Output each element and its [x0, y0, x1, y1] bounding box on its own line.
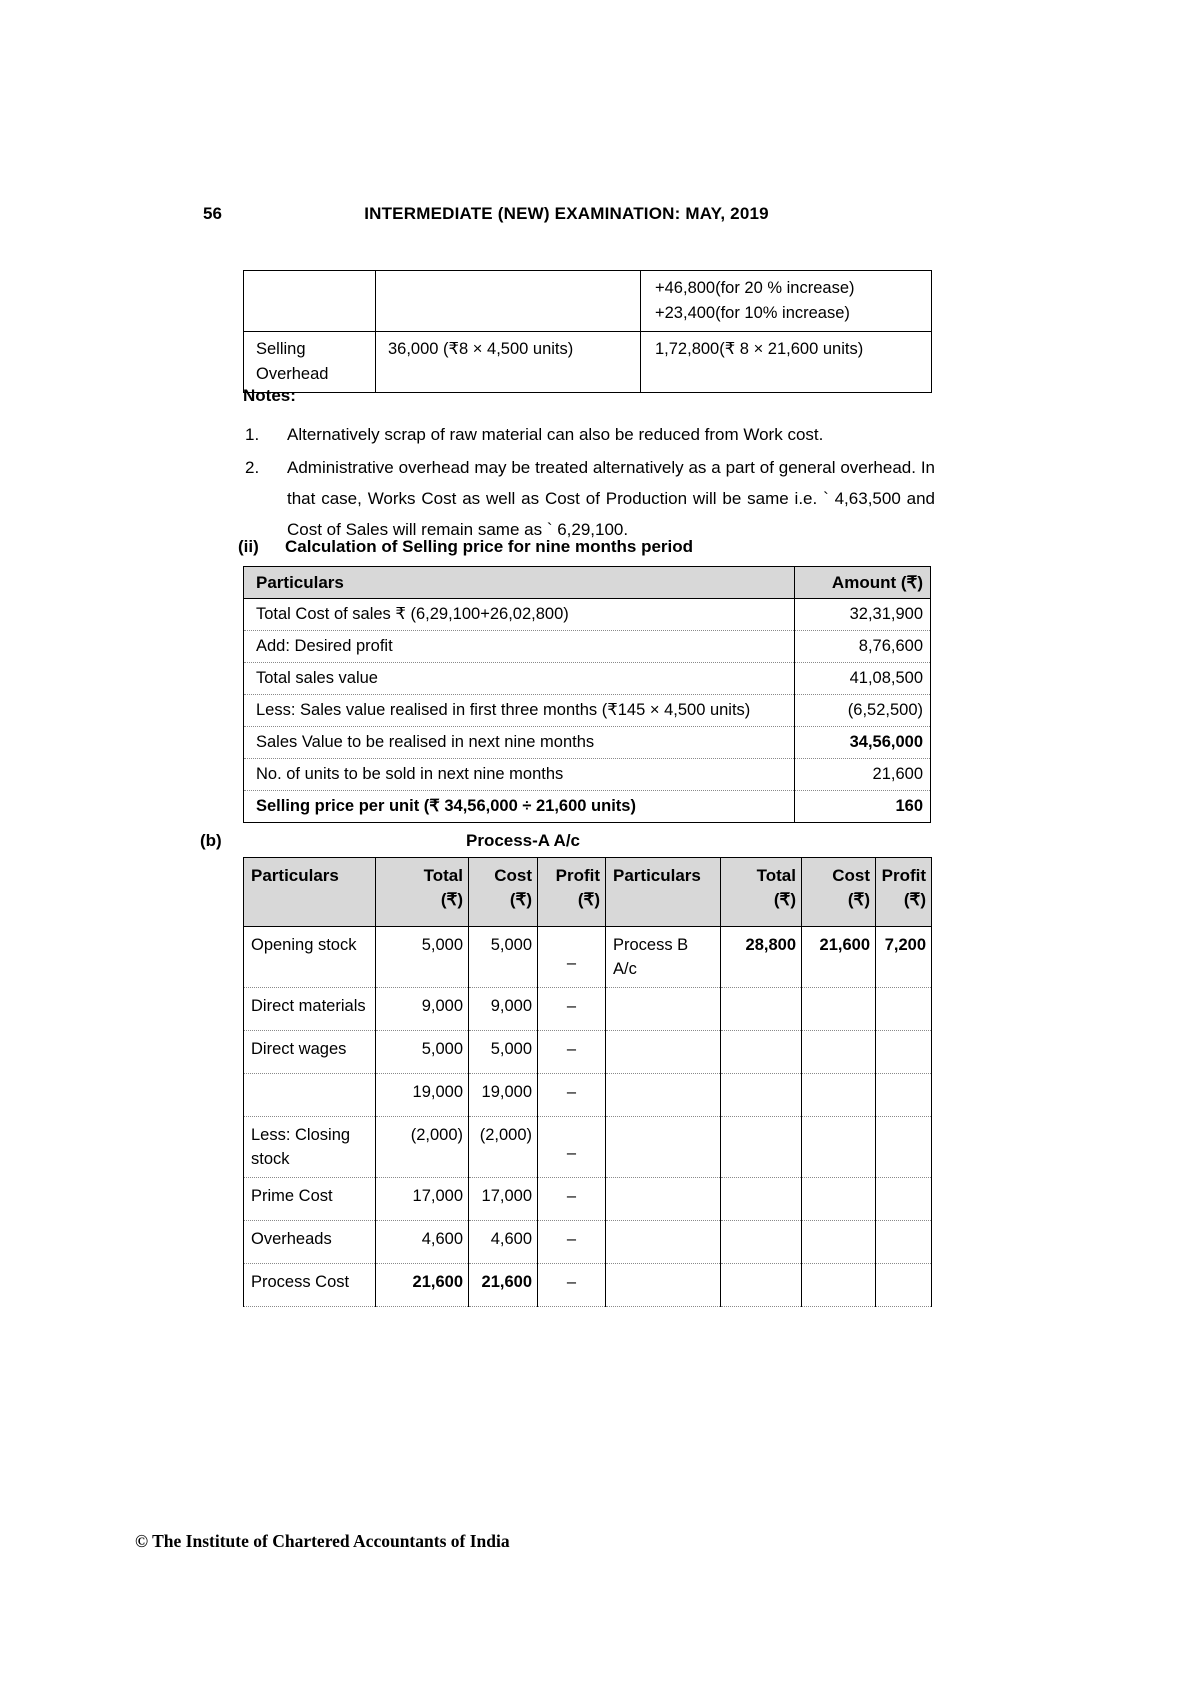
profit-cell: [876, 1264, 932, 1307]
label-cell: Selling Overhead: [244, 332, 376, 393]
note-text: Alternatively scrap of raw material can also be reduced from Work cost.: [287, 425, 824, 444]
page-number: 56: [203, 204, 222, 223]
total-cell: 21,600: [376, 1264, 469, 1307]
total-cell: 5,000: [376, 1031, 469, 1074]
cell-empty: [376, 271, 641, 332]
total-cell: [721, 1264, 802, 1307]
profit-cell: –: [538, 1117, 606, 1178]
notes-heading: Notes:: [243, 386, 296, 405]
note-item: [245, 452, 935, 545]
table-row: [244, 599, 931, 631]
total-cell: 5,000: [376, 927, 469, 988]
profit-cell: [876, 1221, 932, 1264]
total-cell: [721, 988, 802, 1031]
total-cell: 9,000: [376, 988, 469, 1031]
profit-cell: –: [538, 1074, 606, 1117]
label-cell: [606, 1178, 721, 1221]
section-heading: [238, 537, 693, 557]
table-row: [244, 1117, 932, 1178]
column-header-particulars: Particulars: [606, 858, 721, 927]
table-row: [244, 988, 932, 1031]
label-cell: Direct materials: [244, 988, 376, 1031]
process-account-title: Process-A A/c: [465, 831, 580, 850]
amount-cell: 34,56,000: [795, 727, 931, 759]
label-cell: Less: Closing stock: [244, 1117, 376, 1178]
label-cell: Selling price per unit (₹ 34,56,000 ÷ 21,600 units): [244, 791, 795, 823]
label-cell: [606, 988, 721, 1031]
cost-cell: 5,000: [469, 927, 538, 988]
header-row: [244, 567, 931, 599]
amount-cell: 41,08,500: [795, 663, 931, 695]
table-row: [244, 927, 932, 988]
amount-cell: (6,52,500): [795, 695, 931, 727]
profit-cell: –: [538, 1031, 606, 1074]
profit-cell: 7,200: [876, 927, 932, 988]
label-cell: Opening stock: [244, 927, 376, 988]
total-cell: 28,800: [721, 927, 802, 988]
note-number: 2.: [245, 458, 260, 477]
label-cell: Overheads: [244, 1221, 376, 1264]
cell-line: +46,800(for 20 % increase): [655, 279, 855, 297]
cost-cell: [802, 1221, 876, 1264]
profit-cell: –: [538, 988, 606, 1031]
cell: 1,72,800(₹ 8 × 21,600 units): [641, 332, 932, 393]
table-row: [244, 631, 931, 663]
table-row: [244, 695, 931, 727]
cost-cell: [802, 1117, 876, 1178]
label-cell: [606, 1264, 721, 1307]
table-row: [244, 1074, 932, 1117]
table-row: [244, 1264, 932, 1307]
table-row: [244, 663, 931, 695]
label-cell: Process Cost: [244, 1264, 376, 1307]
label-cell: Process B A/c: [606, 927, 721, 988]
cell-empty: [244, 271, 376, 332]
label-cell: Prime Cost: [244, 1178, 376, 1221]
cost-cell: [802, 1178, 876, 1221]
column-header-particulars: Particulars: [244, 567, 795, 599]
total-cell: [721, 1221, 802, 1264]
table-row: [244, 791, 931, 823]
amount-cell: 8,76,600: [795, 631, 931, 663]
cost-cell: (2,000): [469, 1117, 538, 1178]
note-text: Administrative overhead may be treated alternatively as a part of general overhead. In that case, Works Cost as well as Cost of Production will be same i.e. ` 4,63,500 and Cost of Sales will remain same as ` 6,29,100.: [287, 458, 935, 539]
column-header-amount: Amount (₹): [795, 567, 931, 599]
profit-cell: –: [538, 1178, 606, 1221]
table-row: [244, 759, 931, 791]
label-cell: [244, 1074, 376, 1117]
note-item: [245, 419, 935, 450]
total-cell: 19,000: [376, 1074, 469, 1117]
amount-cell: 32,31,900: [795, 599, 931, 631]
profit-cell: [876, 1178, 932, 1221]
table-row: [244, 332, 932, 393]
total-cell: [721, 1074, 802, 1117]
amount-cell: 21,600: [795, 759, 931, 791]
section-title: Calculation of Selling price for nine months period: [285, 537, 694, 556]
label-cell: No. of units to be sold in next nine months: [244, 759, 795, 791]
cost-cell: 9,000: [469, 988, 538, 1031]
label-cell: [606, 1031, 721, 1074]
cost-cell: 19,000: [469, 1074, 538, 1117]
selling-price-table: [243, 566, 931, 823]
column-header-total: Total (₹): [376, 858, 469, 927]
cost-cell: 17,000: [469, 1178, 538, 1221]
cost-cell: [802, 1074, 876, 1117]
label-cell: Total Cost of sales ₹ (6,29,100+26,02,800): [244, 599, 795, 631]
label-cell: Less: Sales value realised in first three months (₹145 × 4,500 units): [244, 695, 795, 727]
total-cell: (2,000): [376, 1117, 469, 1178]
cost-cell: [802, 988, 876, 1031]
column-header-profit: Profit (₹): [876, 858, 932, 927]
label-cell: Sales Value to be realised in next nine months: [244, 727, 795, 759]
total-cell: [721, 1117, 802, 1178]
profit-cell: [876, 1117, 932, 1178]
cell-line: +23,400(for 10% increase): [655, 304, 850, 322]
profit-cell: –: [538, 1264, 606, 1307]
profit-cell: –: [538, 927, 606, 988]
total-cell: [721, 1178, 802, 1221]
cost-cell: 21,600: [469, 1264, 538, 1307]
profit-cell: [876, 1074, 932, 1117]
amount-cell: 160: [795, 791, 931, 823]
cost-cell: 4,600: [469, 1221, 538, 1264]
total-cell: 4,600: [376, 1221, 469, 1264]
table-row: [244, 1221, 932, 1264]
total-cell: 17,000: [376, 1178, 469, 1221]
column-header-cost: Cost (₹): [469, 858, 538, 927]
overhead-table: [243, 270, 932, 393]
process-account-table: [243, 857, 932, 1307]
profit-cell: [876, 1031, 932, 1074]
column-header-profit: Profit (₹): [538, 858, 606, 927]
column-header-particulars: Particulars: [244, 858, 376, 927]
label-cell: Add: Desired profit: [244, 631, 795, 663]
label-cell: [606, 1221, 721, 1264]
subsection-label: (b): [200, 831, 222, 850]
table-row: [244, 1031, 932, 1074]
note-number: 1.: [245, 425, 260, 444]
cell: 36,000 (₹8 × 4,500 units): [376, 332, 641, 393]
column-header-total: Total (₹): [721, 858, 802, 927]
table-row: [244, 271, 932, 332]
label-cell: [606, 1074, 721, 1117]
cost-cell: [802, 1264, 876, 1307]
cost-cell: 21,600: [802, 927, 876, 988]
header-row: [244, 858, 932, 927]
table-row: [244, 727, 931, 759]
column-header-cost: Cost (₹): [802, 858, 876, 927]
cost-cell: [802, 1031, 876, 1074]
label-cell: [606, 1117, 721, 1178]
doc-title: INTERMEDIATE (NEW) EXAMINATION: MAY, 2019: [364, 204, 769, 223]
label-cell: Direct wages: [244, 1031, 376, 1074]
section-number: (ii): [238, 537, 259, 556]
profit-cell: –: [538, 1221, 606, 1264]
cost-cell: 5,000: [469, 1031, 538, 1074]
cell: [641, 271, 932, 332]
total-cell: [721, 1031, 802, 1074]
label-cell: Total sales value: [244, 663, 795, 695]
table-row: [244, 1178, 932, 1221]
profit-cell: [876, 988, 932, 1031]
footer-copyright: © The Institute of Chartered Accountants of India: [135, 1531, 510, 1551]
